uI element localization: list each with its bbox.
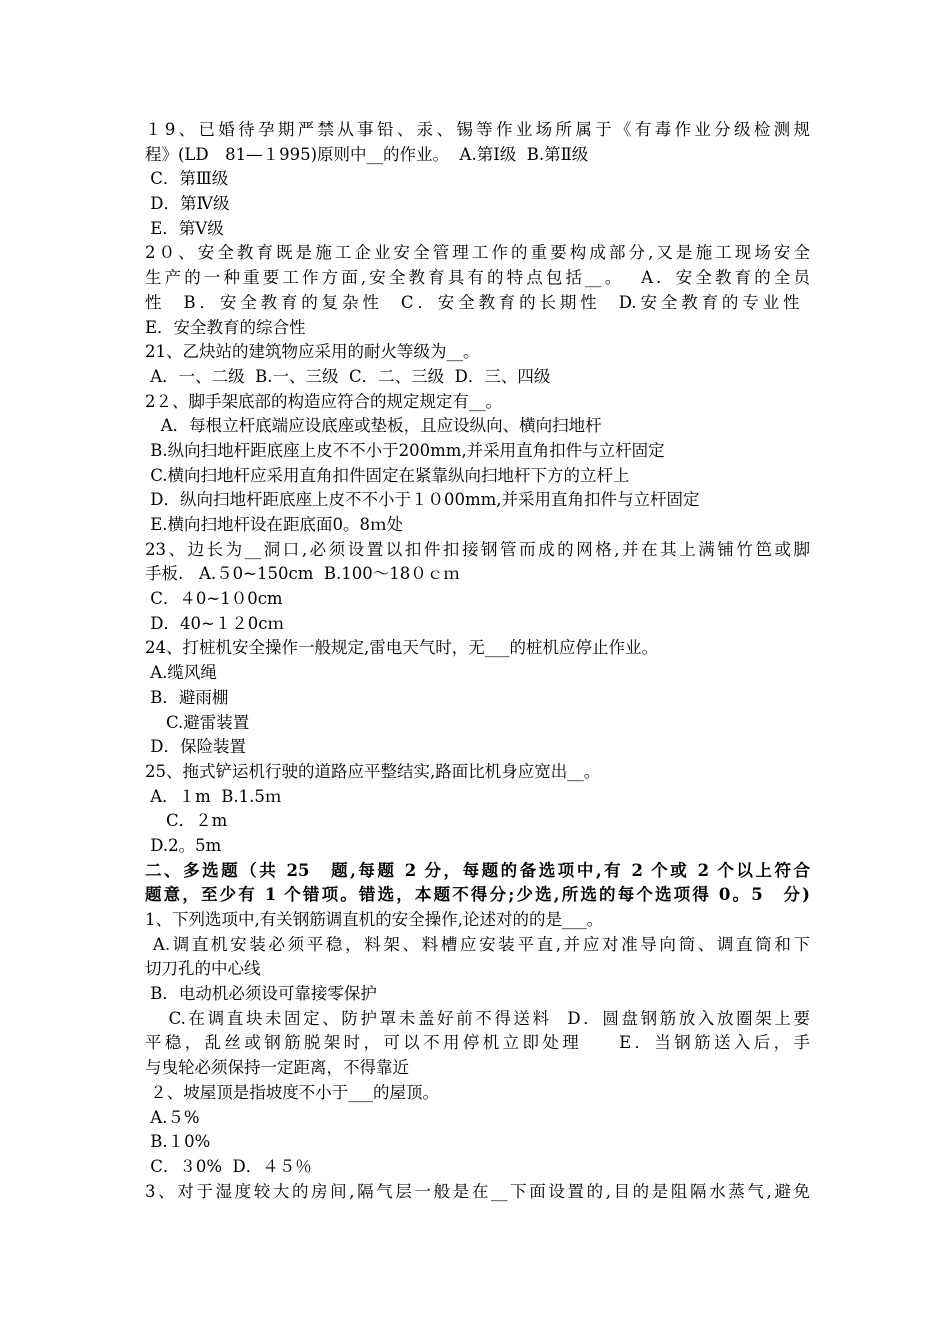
text-line: A．１m B.1.5ｍ [145,786,282,806]
text-line: E．安全教育的综合性 [145,317,306,337]
text-line: 3、对于湿度较大的房间,隔气层一般是在__下面设置的,目的是阻隔水蒸气,避免 [145,1181,810,1201]
text-line: A.调直机安装必须平稳，料架、料槽应安装平直,并应对准导向筒、调直筒和下 [145,934,810,954]
text-line: C.在调直块未固定、防护罩未盖好前不得送料 D．圆盘钢筋放入放圈架上要 [145,1008,810,1028]
text-line: E.横向扫地杆设在距底面0。8ｍ处 [145,515,404,534]
text-line: B．电动机必须设可靠接零保护 [145,984,377,1004]
text-line: 程》(LD 81—１995)原则中__的作业。 A.第Ⅰ级 B.第Ⅱ级 [145,144,589,164]
text-line: C．第Ⅲ级 [145,169,229,189]
text-line: A．一、二级 B.一、三级 C．二、三级 D．三、四级 [145,366,551,386]
text-line: 与曳轮必须保持一定距离，不得靠近 [145,1058,409,1078]
text-line: C．２m [145,811,228,831]
text-line: C．３0% D．４５％ [145,1156,312,1176]
text-line: 生产的一种重要工作方面,安全教育具有的特点包括__。 A．安全教育的全员 [145,268,810,288]
text-line: E．第Ⅴ级 [145,218,224,238]
text-line: A．每根立杆底端应设底座或垫板，且应设纵向、横向扫地杆 [145,416,602,436]
text-line: 题意，至少有 1 个错项。错选，本题不得分;少选,所选的每个选项得 0。5 分) [145,885,810,905]
document-page [145,118,810,1204]
text-line: 切刀孔的中心线 [145,959,261,979]
text-line: 手板. A.５0~150cm B.100～18０ｃｍ [145,564,460,584]
text-line: C．４0~1０0cm [145,589,283,609]
text-line: 23、边长为__洞口,必须设置以扣件扣接钢管而成的网格,并在其上满铺竹笆或脚 [145,539,810,559]
text-line: ２、坡屋顶是指坡度不小于___的屋顶。 [145,1082,439,1102]
text-line: 2２、脚手架底部的构造应符合的规定规定有__。 [145,391,502,411]
text-line: D.2。5m [145,835,222,855]
text-line: D．第Ⅳ级 [145,194,230,214]
text-line: 1、下列选项中,有关钢筋调直机的安全操作,论述对的的是___。 [145,910,604,929]
text-line: A.５% [145,1107,200,1127]
text-line: D．40~１２0cｍ [145,613,285,633]
text-line: 25、拖式铲运机行驶的道路应平整结实,路面比机身应宽出__。 [145,761,601,781]
text-line: 性 B．安全教育的复杂性 C．安全教育的长期性 D.安全教育的专业性 [145,292,810,312]
text-line: C.避雷装置 [145,712,250,732]
text-line: A.缆风绳 [145,663,217,683]
text-line: 2０、安全教育既是施工企业安全管理工作的重要构成部分,又是施工现场安全 [145,243,810,263]
text-line: B．避雨棚 [145,687,229,707]
text-line: 平稳，乱丝或钢筋脱架时，可以不用停机立即处理 E．当钢筋送入后，手 [145,1033,810,1053]
text-line: 二、多选题（共 25 题,每题 2 分，每题的备选项中,有 2 个或 2 个以上符合 [145,860,810,880]
text-line: C.横向扫地杆应采用直角扣件固定在紧靠纵向扫地杆下方的立杆上 [145,465,630,485]
text-line: 24、打桩机安全操作一般规定,雷电天气时，无___的桩机应停止作业。 [145,638,658,658]
text-line: B.纵向扫地杆距底座上皮不不小于200mm,并采用直角扣件与立杆固定 [145,440,665,460]
text-line: 21、乙炔站的建筑物应采用的耐火等级为__。 [145,342,480,362]
text-line: D．保险装置 [145,737,246,757]
text-line: B.１0% [145,1132,211,1152]
text-line: １9、已婚待孕期严禁从事铅、汞、锡等作业场所属于《有毒作业分级检测规 [145,120,810,139]
text-line: D．纵向扫地杆距底座上皮不不小于１０00mm,并采用直角扣件与立杆固定 [145,490,700,510]
